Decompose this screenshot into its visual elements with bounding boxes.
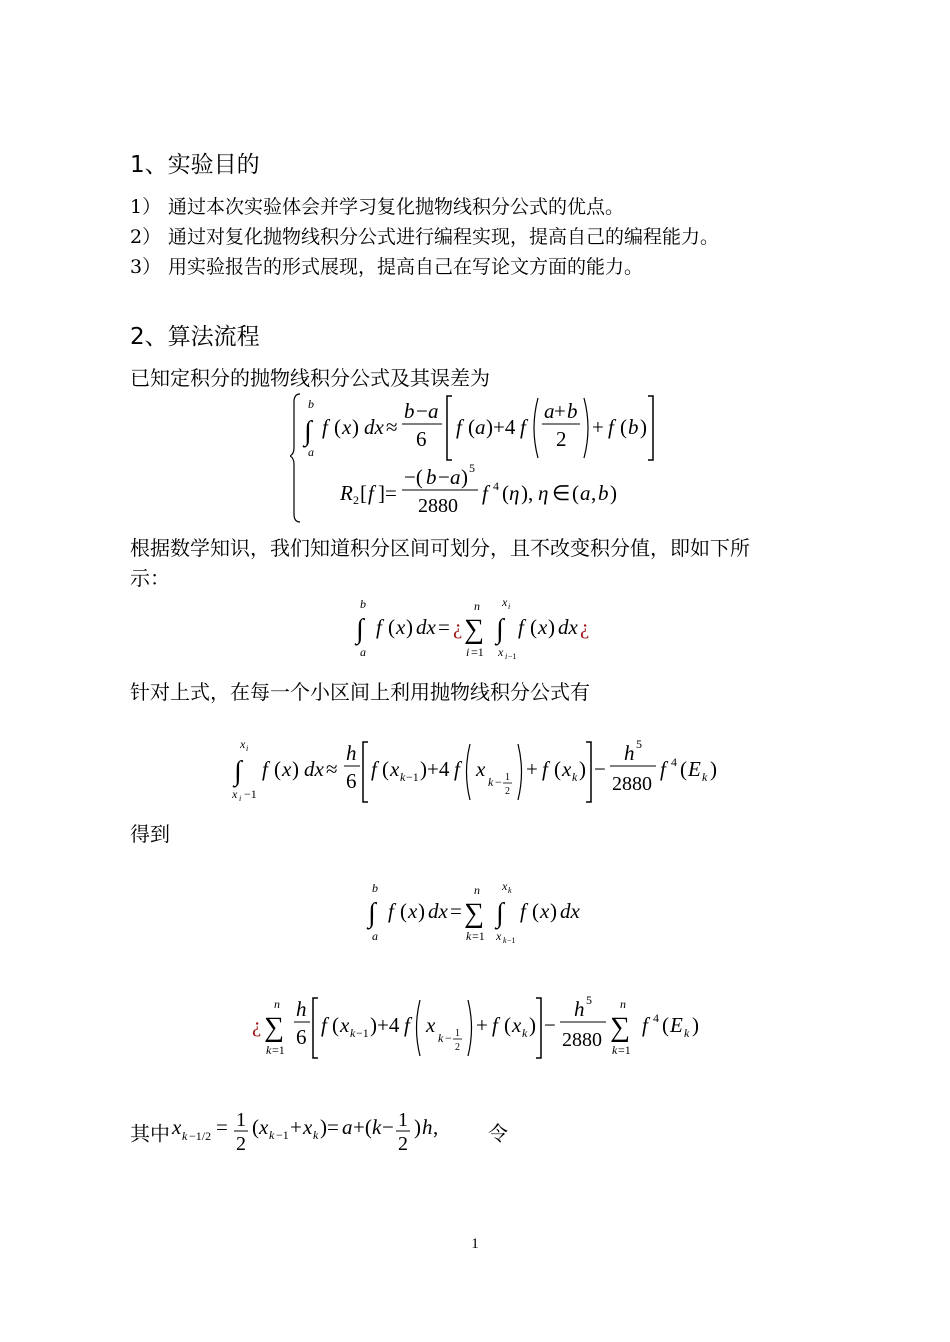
- svg-text:k: k: [466, 929, 472, 943]
- svg-text:1: 1: [505, 772, 510, 783]
- svg-text:−: −: [445, 1031, 452, 1045]
- svg-text:a: a: [372, 929, 378, 943]
- svg-text:η: η: [509, 481, 520, 505]
- page-number: 1: [471, 1236, 479, 1252]
- svg-text:f: f: [542, 757, 548, 781]
- svg-text:a: a: [428, 399, 439, 423]
- equation-composite-sum: [362, 876, 592, 948]
- svg-text:x: x: [172, 1115, 182, 1139]
- svg-text:x: x: [562, 757, 572, 781]
- svg-text:dx: dx: [428, 899, 448, 923]
- svg-text:k: k: [266, 1043, 272, 1057]
- svg-text:f: f: [376, 615, 382, 639]
- list-item-number: 3）: [130, 256, 162, 278]
- svg-text:=: =: [438, 615, 450, 639]
- svg-text:k: k: [400, 770, 406, 784]
- svg-text:): ): [548, 615, 555, 639]
- svg-text:b: b: [628, 415, 639, 439]
- paragraph: 针对上式，在每一个小区间上利用抛物线积分公式有: [130, 680, 590, 704]
- svg-text:∈: ∈: [552, 481, 571, 505]
- svg-text:): ): [640, 415, 647, 439]
- svg-text:−: −: [382, 1115, 394, 1139]
- svg-text:]=: ]=: [378, 481, 397, 505]
- svg-text:(: (: [504, 1013, 511, 1037]
- svg-text:k: k: [612, 1043, 618, 1057]
- svg-text:h: h: [624, 741, 635, 765]
- svg-text:R: R: [340, 481, 353, 505]
- svg-text:4: 4: [493, 479, 499, 493]
- svg-text:x: x: [540, 899, 550, 923]
- list-item: [130, 192, 624, 219]
- svg-text:)=: )=: [320, 1115, 339, 1139]
- paragraph: 得到: [130, 822, 170, 846]
- svg-text:x: x: [502, 595, 508, 609]
- list-item: [130, 222, 719, 249]
- svg-text:i: i: [508, 602, 511, 611]
- svg-text:=1: =1: [272, 1043, 285, 1057]
- svg-text:−1: −1: [276, 1128, 289, 1142]
- list-item-text: 通过本次实验体会并学习复化抛物线积分公式的优点。: [168, 196, 625, 218]
- svg-text:b: b: [598, 481, 609, 505]
- svg-text:[: [: [360, 481, 367, 505]
- svg-text:+: +: [526, 757, 538, 781]
- svg-text:5: 5: [469, 461, 475, 475]
- svg-text:i: i: [239, 794, 242, 803]
- svg-text:a: a: [580, 481, 591, 505]
- svg-text:≈: ≈: [326, 757, 338, 781]
- svg-text:x: x: [259, 1115, 269, 1139]
- svg-text:(: (: [532, 899, 539, 923]
- svg-text:(: (: [530, 615, 537, 639]
- svg-text:4: 4: [671, 755, 677, 769]
- list-item-text: 用实验报告的形式展现，提高自己在写论文方面的能力。: [168, 256, 644, 278]
- svg-text:¿: ¿: [580, 615, 590, 639]
- svg-text:dx: dx: [364, 415, 384, 439]
- svg-text:h: h: [574, 997, 585, 1021]
- svg-text:f: f: [520, 415, 526, 439]
- svg-text:=1: =1: [471, 645, 484, 659]
- svg-text:5: 5: [636, 737, 642, 751]
- svg-text:b: b: [426, 465, 437, 489]
- svg-text:6: 6: [296, 1025, 307, 1049]
- svg-text:n: n: [274, 997, 280, 1011]
- svg-text:a: a: [342, 1115, 353, 1139]
- svg-text:1: 1: [236, 1110, 246, 1131]
- svg-text:k: k: [508, 886, 512, 895]
- svg-text:k: k: [438, 1031, 444, 1045]
- svg-text:=: =: [216, 1115, 228, 1139]
- svg-text:b: b: [372, 881, 378, 895]
- svg-text:f: f: [456, 415, 462, 439]
- svg-text:k: k: [503, 936, 507, 945]
- svg-text:): ): [414, 1115, 421, 1139]
- equation-expanded-sum: [250, 990, 710, 1062]
- paragraph-midpoint: [130, 1110, 508, 1154]
- svg-text:(: (: [502, 481, 509, 505]
- svg-text:k: k: [313, 1128, 319, 1142]
- svg-text:): ): [292, 757, 299, 781]
- svg-text:≈: ≈: [386, 415, 398, 439]
- svg-text:∫: ∫: [304, 416, 312, 447]
- svg-text:n: n: [474, 599, 480, 613]
- svg-text:dx: dx: [416, 615, 436, 639]
- list-item: [130, 252, 643, 279]
- svg-text:h: h: [296, 997, 307, 1021]
- svg-text:E: E: [670, 1013, 683, 1037]
- svg-text:x: x: [282, 757, 292, 781]
- svg-text:2880: 2880: [562, 1029, 602, 1051]
- svg-text:∫: ∫: [234, 756, 242, 787]
- svg-text:): ): [550, 899, 557, 923]
- svg-text:x: x: [303, 1115, 313, 1139]
- svg-text:−: −: [438, 465, 450, 489]
- svg-text:b: b: [404, 399, 415, 423]
- svg-text:): ): [352, 415, 359, 439]
- svg-text:∑: ∑: [264, 1012, 284, 1043]
- svg-text:f: f: [660, 757, 666, 781]
- svg-text:x: x: [396, 615, 406, 639]
- svg-text:−1: −1: [244, 787, 257, 801]
- svg-text:): ): [461, 465, 468, 489]
- svg-text:)+4: )+4: [486, 415, 516, 439]
- svg-text:a: a: [360, 645, 366, 659]
- svg-text:i: i: [246, 744, 249, 753]
- svg-text:b: b: [360, 597, 366, 611]
- svg-text:1: 1: [398, 1110, 408, 1131]
- svg-text:f: f: [642, 1013, 648, 1037]
- svg-text:∫: ∫: [356, 614, 364, 645]
- svg-text:x: x: [538, 615, 548, 639]
- paragraph: 根据数学知识，我们知道积分区间可划分，且不改变积分值，即如下所: [130, 536, 750, 560]
- svg-text:2: 2: [556, 427, 567, 451]
- svg-text:2: 2: [236, 1133, 246, 1154]
- paragraph-prefix: 其中: [130, 1121, 170, 1146]
- svg-text:): ): [710, 757, 717, 781]
- svg-text:2: 2: [455, 1042, 460, 1053]
- svg-text:k: k: [572, 770, 578, 784]
- svg-text:f: f: [388, 899, 394, 923]
- svg-text:−: −: [416, 399, 428, 423]
- section-2-heading: 2、算法流程: [130, 324, 260, 350]
- svg-text:=: =: [450, 899, 462, 923]
- svg-text:)+4: )+4: [370, 1013, 400, 1037]
- svg-text:2880: 2880: [418, 495, 458, 517]
- svg-text:): ): [610, 481, 617, 505]
- svg-text:=1: =1: [472, 929, 485, 943]
- svg-text:∫: ∫: [496, 898, 504, 929]
- svg-text:+: +: [290, 1115, 302, 1139]
- svg-text:h: h: [422, 1115, 433, 1139]
- svg-text:i: i: [505, 652, 508, 661]
- svg-text:f: f: [492, 1013, 498, 1037]
- svg-text:4: 4: [653, 1011, 659, 1025]
- svg-text:f: f: [368, 481, 374, 505]
- svg-text:): ): [692, 1013, 699, 1037]
- svg-text:k: k: [350, 1026, 356, 1040]
- svg-text:f: f: [518, 615, 524, 639]
- svg-text:f: f: [482, 481, 488, 505]
- svg-text:−1/2: −1/2: [189, 1129, 212, 1143]
- list-item-number: 1）: [130, 196, 162, 218]
- svg-text:a: a: [308, 445, 314, 459]
- svg-text:−1: −1: [508, 652, 517, 661]
- svg-text:(: (: [662, 1013, 669, 1037]
- list-item-text: 通过对复化抛物线积分公式进行编程实现，提高自己的编程能力。: [168, 226, 720, 248]
- svg-text:x: x: [240, 737, 246, 751]
- svg-text:(: (: [382, 757, 389, 781]
- svg-text:6: 6: [416, 427, 427, 451]
- svg-text:k: k: [269, 1128, 275, 1142]
- svg-text:η: η: [538, 481, 549, 505]
- svg-text:k: k: [372, 1115, 382, 1139]
- svg-text:x: x: [342, 415, 352, 439]
- equation-interval-split: [350, 594, 610, 664]
- svg-text:(: (: [388, 615, 395, 639]
- svg-text:−1: −1: [507, 936, 516, 945]
- svg-text:+: +: [554, 399, 566, 423]
- svg-text:(: (: [572, 481, 579, 505]
- svg-text:x: x: [408, 899, 418, 923]
- svg-text:f: f: [520, 899, 526, 923]
- svg-text:2: 2: [398, 1133, 408, 1154]
- svg-text:f: f: [454, 757, 460, 781]
- svg-text:2: 2: [353, 493, 359, 507]
- svg-text:h: h: [346, 741, 357, 765]
- svg-text:(: (: [400, 899, 407, 923]
- svg-text:f: f: [404, 1013, 410, 1037]
- svg-text:),: ),: [521, 481, 534, 505]
- svg-text:): ): [579, 757, 586, 781]
- svg-text:k: k: [702, 770, 708, 784]
- svg-text:f: f: [608, 415, 614, 439]
- svg-text:x: x: [232, 787, 238, 801]
- svg-text:x: x: [340, 1013, 350, 1037]
- svg-text:(: (: [334, 415, 341, 439]
- svg-text:x: x: [512, 1013, 522, 1037]
- svg-text:i: i: [466, 645, 470, 659]
- svg-text:)+4: )+4: [420, 757, 450, 781]
- svg-text:6: 6: [346, 769, 357, 793]
- svg-text:∑: ∑: [464, 898, 484, 929]
- equation-midpoint: [170, 1110, 488, 1154]
- svg-text:dx: dx: [558, 615, 578, 639]
- svg-text:¿: ¿: [453, 615, 463, 639]
- svg-text:): ): [406, 615, 413, 639]
- svg-text:x: x: [476, 757, 486, 781]
- svg-text:E: E: [688, 757, 701, 781]
- svg-text:f: f: [262, 757, 268, 781]
- svg-text:∫: ∫: [496, 614, 504, 645]
- svg-text:−(: −(: [404, 465, 423, 489]
- svg-text:−1: −1: [356, 1026, 369, 1040]
- svg-text:∑: ∑: [610, 1012, 630, 1043]
- svg-text:+: +: [592, 415, 604, 439]
- svg-text:¿: ¿: [252, 1013, 262, 1037]
- svg-text:x: x: [496, 929, 502, 943]
- svg-text:dx: dx: [560, 899, 580, 923]
- svg-text:f: f: [371, 757, 377, 781]
- svg-text:k: k: [488, 775, 494, 789]
- svg-text:b: b: [567, 399, 578, 423]
- svg-text:x: x: [502, 879, 508, 893]
- svg-text:(: (: [274, 757, 281, 781]
- svg-text:x: x: [426, 1013, 436, 1037]
- svg-text:5: 5: [586, 993, 592, 1007]
- svg-text:2: 2: [505, 786, 510, 797]
- svg-text:+: +: [476, 1013, 488, 1037]
- svg-text:,: ,: [591, 481, 597, 505]
- svg-text:n: n: [620, 997, 626, 1011]
- svg-text:∑: ∑: [464, 614, 484, 645]
- svg-text:(: (: [680, 757, 687, 781]
- paragraph-continuation: 示：: [130, 566, 170, 590]
- svg-text:f: f: [322, 415, 328, 439]
- svg-text:1: 1: [455, 1028, 460, 1039]
- list-item-number: 2）: [130, 226, 162, 248]
- svg-text:(: (: [252, 1115, 259, 1139]
- svg-text:a: a: [450, 465, 461, 489]
- svg-text:k: k: [182, 1129, 188, 1143]
- svg-text:=1: =1: [618, 1043, 631, 1057]
- paragraph: 已知定积分的抛物线积分公式及其误差为: [130, 366, 490, 390]
- svg-text:a: a: [475, 415, 486, 439]
- svg-text:(: (: [332, 1013, 339, 1037]
- svg-text:(: (: [554, 757, 561, 781]
- svg-text:−: −: [594, 757, 606, 781]
- svg-text:b: b: [308, 397, 314, 411]
- svg-text:k: k: [684, 1026, 690, 1040]
- section-1-heading: 1、实验目的: [130, 152, 260, 178]
- svg-text:−: −: [544, 1013, 556, 1037]
- svg-text:x: x: [498, 645, 504, 659]
- svg-text:): ): [418, 899, 425, 923]
- svg-text:x: x: [390, 757, 400, 781]
- paragraph-suffix: 令: [488, 1121, 508, 1146]
- svg-text:(: (: [620, 415, 627, 439]
- equation-subinterval-simpson: [228, 734, 728, 806]
- svg-text:,: ,: [433, 1115, 439, 1139]
- svg-text:f: f: [321, 1013, 327, 1037]
- svg-text:+(: +(: [353, 1115, 372, 1139]
- svg-text:−1: −1: [406, 770, 419, 784]
- svg-text:(: (: [468, 415, 475, 439]
- svg-text:∫: ∫: [368, 898, 376, 929]
- svg-text:k: k: [522, 1026, 528, 1040]
- equation-simpson-rule: [290, 390, 670, 526]
- svg-text:): ): [529, 1013, 536, 1037]
- svg-text:dx: dx: [304, 757, 324, 781]
- svg-text:a: a: [544, 399, 555, 423]
- svg-text:n: n: [474, 883, 480, 897]
- svg-text:2880: 2880: [612, 773, 652, 795]
- svg-text:−: −: [495, 775, 502, 789]
